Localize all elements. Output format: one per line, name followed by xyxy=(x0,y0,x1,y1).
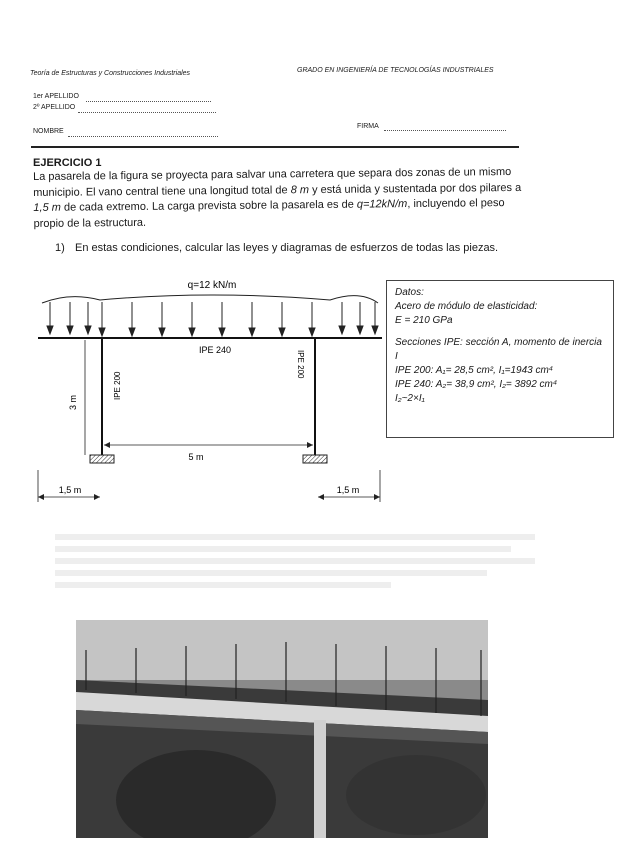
beam-label: IPE 240 xyxy=(198,345,232,355)
exercise-statement: La pasarela de la figura se proyecta para salvar una carretera que separa dos zonas de un mismo municipio. El vano central tiene una longitud total de 8 m y está unida y sustentada por dos pilares a 1,5 m de cada extremo. La carga prevista sobre la pasarela es de q=12kN/m, incluyendo el peso propio de la estructura. xyxy=(33,165,522,230)
column-right-label: IPE 200 xyxy=(296,350,305,379)
data-line4: IPE 200: A₁= 28,5 cm², I₁=1943 cm⁴ xyxy=(395,365,554,376)
structure-figure xyxy=(30,270,390,510)
data-line3: Secciones IPE: sección A, momento de inercia I xyxy=(395,337,602,362)
load-curve xyxy=(42,295,378,303)
surname2-label: 2º APELLIDO xyxy=(33,104,76,111)
span-label: 5 m xyxy=(188,452,204,462)
name-label: NOMBRE xyxy=(33,128,64,135)
load-label: q=12 kN/m xyxy=(187,280,237,291)
surname2-line[interactable] xyxy=(78,112,216,113)
data-line2: E = 210 GPa xyxy=(395,315,453,326)
data-title: Datos: xyxy=(395,287,424,298)
column-left-label: IPE 200 xyxy=(113,371,122,400)
overhang-right-label: 1,5 m xyxy=(336,485,360,495)
course-name: Teoría de Estructuras y Construcciones Industriales xyxy=(30,70,191,77)
bridge-photo xyxy=(76,620,488,838)
exercise-title: EJERCICIO 1 xyxy=(33,157,102,169)
load-arrows xyxy=(47,302,378,336)
faded-text-block xyxy=(55,528,535,618)
degree-name: GRADO EN INGENIERÍA DE TECNOLOGÍAS INDUSTRIALES xyxy=(297,67,494,74)
data-line5: IPE 240: A₂= 38,9 cm², I₂= 3892 cm⁴ xyxy=(395,379,558,390)
header-divider xyxy=(31,146,519,148)
signature-label: FIRMA xyxy=(357,123,379,130)
name-line[interactable] xyxy=(68,136,218,137)
surname1-line[interactable] xyxy=(86,101,211,102)
question-1: 1) En estas condiciones, calcular las leyes y diagramas de esfuerzos de todas las piezas. xyxy=(55,242,499,254)
support-left xyxy=(90,455,114,463)
support-right xyxy=(303,455,327,463)
signature-line[interactable] xyxy=(384,130,506,131)
data-box xyxy=(386,280,614,438)
height-label: 3 m xyxy=(68,394,78,410)
data-line1: Acero de módulo de elasticidad: xyxy=(395,301,538,312)
overhang-left-label: 1,5 m xyxy=(58,485,82,495)
data-line6: I₂~2×I₁ xyxy=(395,393,425,404)
surname1-label: 1er APELLIDO xyxy=(33,93,79,100)
